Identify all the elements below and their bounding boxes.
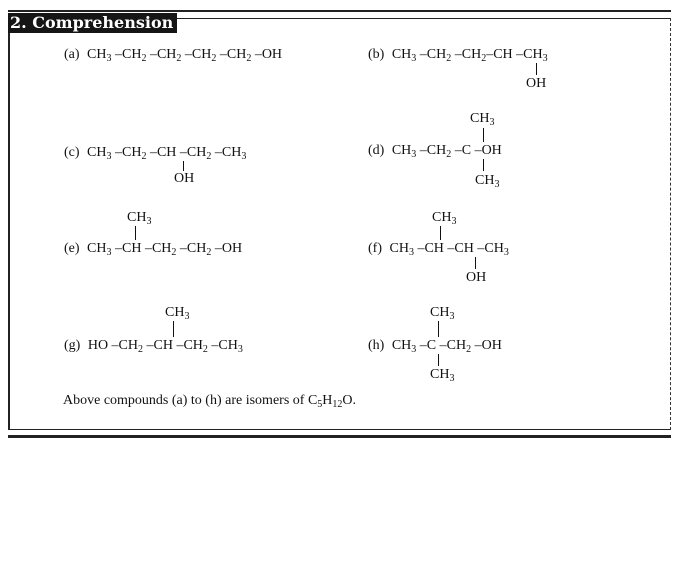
compound-e xyxy=(64,240,242,259)
compound-g-label: (g) xyxy=(64,338,81,353)
subscript: 3 xyxy=(503,247,509,258)
compound-b-oh: OH xyxy=(526,76,547,91)
subscript: 3 xyxy=(411,344,417,355)
caption xyxy=(63,392,356,411)
text: –CH xyxy=(216,47,247,62)
compound-a xyxy=(64,46,282,65)
subscript: 2 xyxy=(176,53,182,64)
text: –OH xyxy=(251,47,283,62)
bottom-rule xyxy=(8,429,671,438)
bond-line xyxy=(438,354,439,366)
subscript: 2 xyxy=(206,151,212,162)
bond-line xyxy=(483,159,484,171)
compound-e-top xyxy=(127,209,151,228)
text: –CH xyxy=(207,338,238,353)
text: –C –CH xyxy=(416,338,467,353)
comprehension-box xyxy=(8,10,671,438)
compound-f-oh: OH xyxy=(466,270,487,285)
subscript: 2 xyxy=(466,344,472,355)
right-border xyxy=(670,18,671,430)
subscript: 2 xyxy=(481,53,487,64)
subscript: 2 xyxy=(206,247,212,258)
compound-f xyxy=(368,240,509,259)
subscript: 3 xyxy=(411,149,417,160)
compound-g-top xyxy=(165,304,189,323)
text: –CH –CH xyxy=(486,47,543,62)
compound-c-oh: OH xyxy=(174,171,195,186)
text: –C –OH xyxy=(451,143,502,158)
compound-h-label: (h) xyxy=(368,338,385,353)
text: CH xyxy=(391,338,412,353)
subscript: 3 xyxy=(542,53,548,64)
compound-d-label: (d) xyxy=(368,143,385,158)
compound-h-bottom xyxy=(430,366,454,385)
compound-c-label: (c) xyxy=(64,145,80,160)
subscript: 3 xyxy=(494,179,500,190)
compound-f-label: (f) xyxy=(368,241,382,256)
subscript: 3 xyxy=(451,216,457,227)
formula-c: C xyxy=(307,393,318,408)
subscript: 3 xyxy=(184,311,190,322)
formula-o: O. xyxy=(342,393,357,408)
compound-b-label: (b) xyxy=(368,47,385,62)
text: HO –CH xyxy=(87,338,138,353)
section-title: 2. Comprehension xyxy=(8,13,177,33)
text: –OH xyxy=(471,338,502,353)
text: –CH xyxy=(451,47,482,62)
compound-d xyxy=(368,142,502,161)
formula-h: H xyxy=(322,393,333,408)
text: CH xyxy=(391,143,412,158)
subscript: 3 xyxy=(237,344,243,355)
text: CH xyxy=(391,47,412,62)
text: –CH xyxy=(211,145,242,160)
compound-d-top xyxy=(470,110,494,129)
bond-line xyxy=(438,321,439,337)
compound-d-bottom xyxy=(475,172,499,191)
subscript: 3 xyxy=(146,216,152,227)
subscript: 3 xyxy=(411,53,417,64)
text: –CH xyxy=(416,47,447,62)
subscript: 2 xyxy=(171,247,177,258)
text: –CH –CH –CH xyxy=(413,241,504,256)
bond-line xyxy=(135,226,136,240)
subscript: 2 xyxy=(446,53,452,64)
text: CH xyxy=(470,111,490,126)
bond-line xyxy=(483,128,484,142)
text: CH xyxy=(87,241,107,256)
bond-line xyxy=(536,63,537,75)
caption-text: Above compounds (a) to (h) are isomers of xyxy=(63,393,308,408)
subscript: 2 xyxy=(211,53,217,64)
text: –CH –CH xyxy=(146,145,207,160)
bond-line xyxy=(440,226,441,240)
text: –CH –CH xyxy=(143,338,203,353)
subscript: 3 xyxy=(106,53,112,64)
text: CH xyxy=(430,367,450,382)
text: CH xyxy=(127,210,147,225)
text: CH xyxy=(432,210,452,225)
subscript: 3 xyxy=(449,373,455,384)
subscript: 3 xyxy=(489,117,495,128)
text: –CH xyxy=(181,47,212,62)
subscript: 2 xyxy=(138,344,143,355)
subscript: 2 xyxy=(141,151,147,162)
left-border xyxy=(8,18,10,430)
compound-a-label: (a) xyxy=(64,47,80,62)
text: –CH xyxy=(146,47,177,62)
compound-b xyxy=(368,46,548,65)
text: –CH xyxy=(176,241,207,256)
subscript: 3 xyxy=(106,247,112,258)
subscript: 3 xyxy=(241,151,247,162)
subscript: 2 xyxy=(246,53,252,64)
compound-c xyxy=(64,144,246,163)
text: –CH xyxy=(111,145,142,160)
text: –CH –CH xyxy=(111,241,172,256)
subscript: 3 xyxy=(449,311,455,322)
bond-line xyxy=(173,321,174,337)
subscript: 12 xyxy=(332,399,343,410)
text: –OH xyxy=(211,241,243,256)
text: CH xyxy=(87,47,107,62)
subscript: 3 xyxy=(408,247,414,258)
compound-h-top xyxy=(430,304,454,323)
text: CH xyxy=(389,241,409,256)
compound-f-top xyxy=(432,209,456,228)
text: –CH xyxy=(111,47,142,62)
subscript: 3 xyxy=(106,151,112,162)
bond-line xyxy=(475,257,476,269)
subscript: 2 xyxy=(202,344,208,355)
text: CH xyxy=(87,145,107,160)
text: –CH xyxy=(416,143,447,158)
subscript: 2 xyxy=(141,53,147,64)
text: CH xyxy=(165,305,185,320)
text: CH xyxy=(430,305,450,320)
compound-g xyxy=(64,337,243,356)
subscript: 5 xyxy=(317,399,323,410)
subscript: 2 xyxy=(446,149,452,160)
compound-h xyxy=(368,337,502,356)
compound-e-label: (e) xyxy=(64,241,80,256)
text: CH xyxy=(475,173,495,188)
